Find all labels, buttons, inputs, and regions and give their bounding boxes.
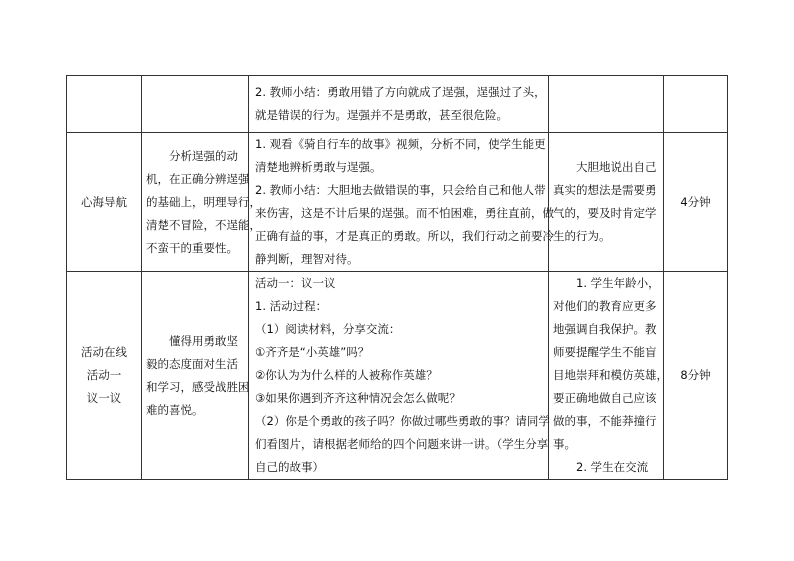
goal-cell: [142, 272, 249, 480]
intent-line: 师要提醒学生不能盲: [553, 345, 657, 359]
intent-line: 大胆地说出自己: [576, 160, 657, 174]
time-label: 8分钟: [680, 368, 711, 382]
process-line: 1. 活动过程：: [255, 299, 328, 313]
module-label: 议一议: [86, 391, 122, 405]
goal-line: 懂得用勇敢坚: [169, 333, 238, 348]
process-line: 1. 观看《骑自行车的故事》视频，分析不同，使学生能更: [255, 137, 546, 151]
process-line: 2. 教师小结：大胆地去做错误的事，只会给自己和他人带: [255, 183, 546, 197]
table-row: [67, 133, 728, 272]
intent-line: 对他们的教育应更多: [553, 299, 657, 313]
goal-line: 机，在正确分辨逞强: [146, 171, 250, 186]
module-label: 活动一: [86, 368, 122, 382]
process-line: （2）你是个勇敢的孩子吗？你做过哪些勇敢的事？请同学: [255, 414, 550, 428]
lesson-plan-table: [66, 75, 728, 480]
goal-line: 的基础上，明理导行，: [146, 194, 261, 209]
intent-line: 目地崇拜和模仿英雄，: [553, 368, 668, 382]
goal-cell: [142, 76, 249, 133]
process-line: ③如果你遇到齐齐这种情况会怎么做呢？: [255, 391, 461, 405]
intent-cell: [549, 76, 664, 133]
process-cell: [249, 76, 549, 133]
intent-cell: [549, 272, 668, 480]
module-cell: [67, 133, 142, 272]
process-line: ①齐齐是“小英雄”吗？: [255, 345, 370, 359]
intent-line: 要正确地做自己应该: [553, 391, 657, 405]
table-row: [67, 76, 728, 133]
process-line: 2. 教师小结：勇敢用错了方向就成了逞强，逞强过了头，: [255, 85, 546, 99]
intent-line: 生的行为。: [553, 229, 611, 243]
goal-line: 毅的态度面对生活: [146, 356, 238, 371]
intent-line: 气的，要及时肯定学: [553, 206, 657, 220]
goal-line: 和学习，感受战胜困: [146, 379, 250, 394]
process-line: 静判断，理智对待。: [255, 252, 359, 266]
process-line: 正确有益的事，才是真正的勇敢。所以，我们行动之前要冷: [255, 229, 554, 243]
process-cell: [249, 272, 549, 480]
intent-line: 1. 学生年龄小，: [576, 276, 660, 290]
intent-line: 事。: [553, 437, 576, 451]
intent-line: 2. 学生在交流: [576, 460, 649, 474]
time-cell: [664, 133, 728, 272]
goal-line: 难的喜悦。: [146, 402, 204, 417]
process-line: 清楚地辨析勇敢与逞强。: [255, 160, 382, 174]
module-cell: [67, 76, 142, 133]
process-line: （1）阅读材料，分享交流：: [255, 322, 401, 336]
process-cell: [249, 133, 554, 272]
table-row: [67, 272, 728, 480]
goal-line: 不蛮干的重要性。: [146, 240, 238, 255]
module-cell: [67, 272, 142, 480]
time-cell: [664, 76, 728, 133]
time-label: 4分钟: [680, 194, 711, 209]
intent-cell: [549, 133, 664, 272]
process-line: 们看图片，请根据老师给的四个问题来讲一讲。（学生分享: [255, 437, 549, 451]
intent-line: 真实的想法是需要勇: [553, 183, 657, 197]
goal-line: 清楚不冒险，不逞能，: [146, 217, 261, 232]
process-line: 来伤害，这是不计后果的逞强。而不怕困难，勇往直前，做: [255, 206, 554, 220]
module-label: 活动在线: [81, 345, 127, 359]
process-line: 就是错误的行为。逞强并不是勇敢，甚至很危险。: [255, 108, 508, 122]
process-line: 自己的故事）: [255, 460, 324, 474]
process-line: 活动一：议一议: [255, 276, 336, 290]
module-label: 心海导航: [81, 194, 127, 209]
goal-line: 分析逞强的动: [169, 148, 238, 163]
time-cell: [664, 272, 728, 480]
goal-cell: [142, 133, 261, 272]
process-line: ②你认为为什么样的人被称作英雄？: [255, 368, 438, 382]
intent-line: 地强调自我保护。教: [553, 322, 657, 336]
intent-line: 做的事，不能莽撞行: [553, 414, 657, 428]
